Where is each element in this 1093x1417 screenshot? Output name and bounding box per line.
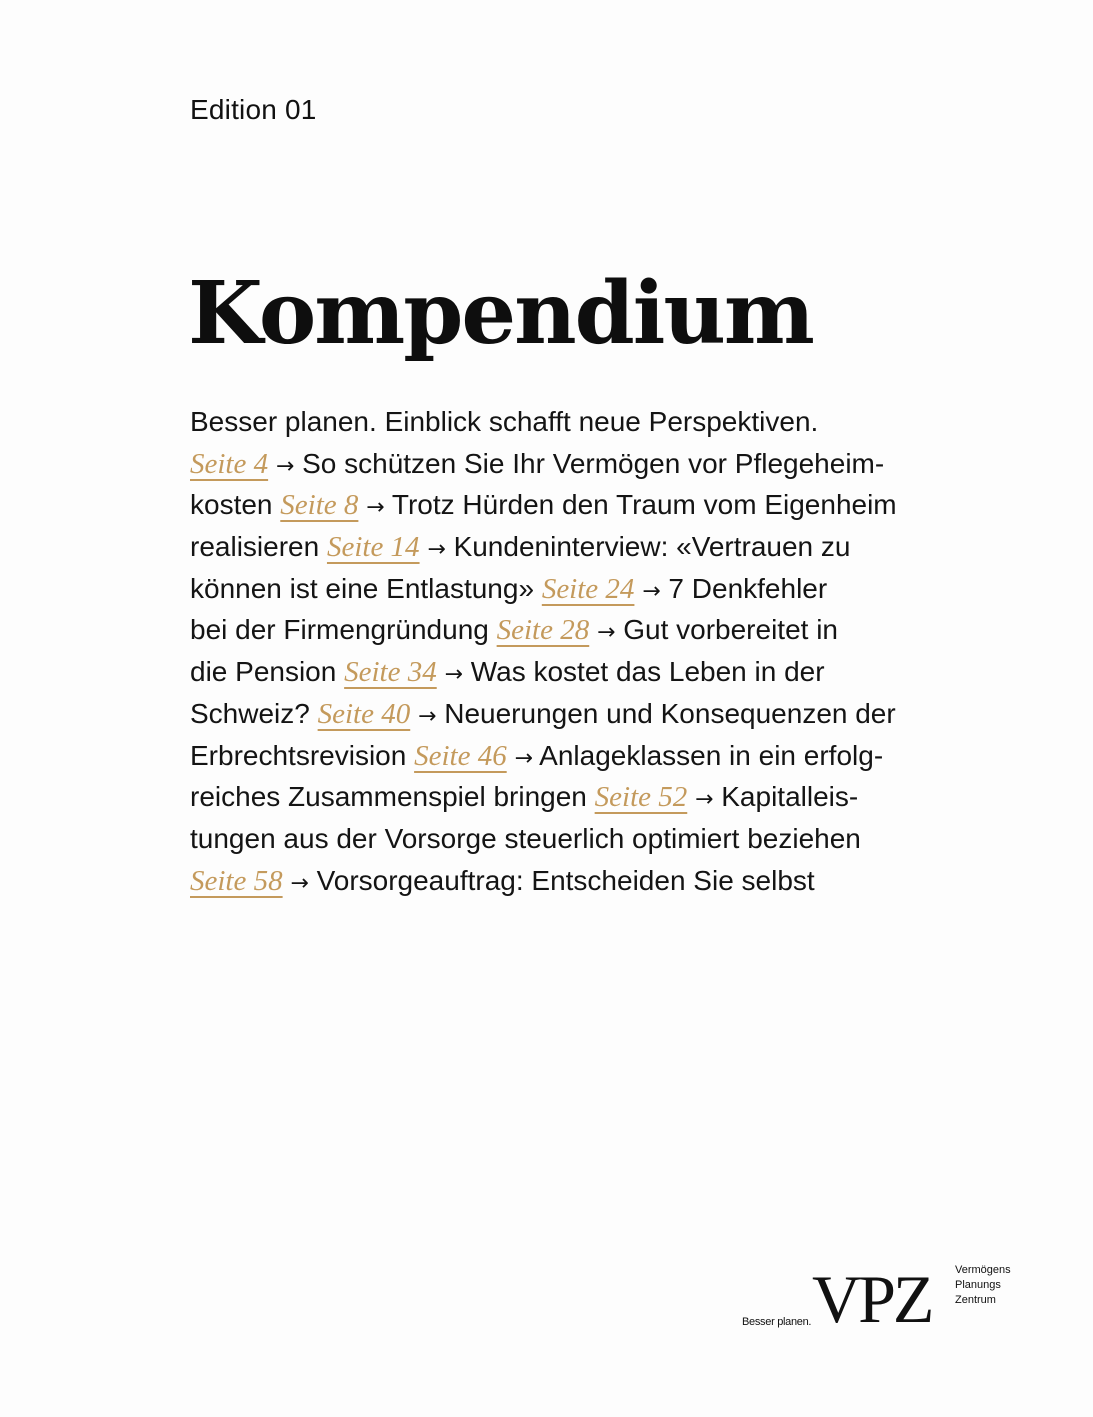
toc-line [190,609,950,651]
arrow-right-icon: → [290,870,309,896]
toc-line [190,693,950,735]
table-of-contents [190,401,950,901]
arrow-right-icon: → [444,662,463,688]
toc-line [190,568,950,610]
arrow-right-icon: → [366,495,385,521]
toc-line [190,776,950,818]
toc-entry-text: Vorsorgeauftrag: Entscheiden Sie selbst [316,864,815,896]
toc-entry-text: bei der Firmengründung [190,614,489,646]
toc-entry-text: Neuerungen und Konsequenzen der [444,697,896,729]
arrow-right-icon: → [418,703,437,729]
toc-entry-text: Kapitalleis- [721,781,859,813]
page-link-8[interactable]: Seite 8 [280,489,359,522]
toc-line [190,818,950,860]
toc-entry-text: Was kostet das Leben in der [470,656,825,688]
page-link-14[interactable]: Seite 14 [326,531,420,564]
toc-entry-text: 7 Denkfehler [668,572,828,604]
toc-line [190,651,950,693]
toc-entry-text: die Pension [190,656,337,688]
toc-entry-text: Gut vorbereitet in [623,614,839,646]
arrow-right-icon: → [514,745,533,771]
intro-text: Besser planen. Einblick schafft neue Perspektiven. [190,406,819,437]
page-link-24[interactable]: Seite 24 [541,572,635,605]
toc-entry-text: So schützen Sie Ihr Vermögen vor Pflegeheim- [302,447,885,479]
page-link-46[interactable]: Seite 46 [414,739,507,772]
toc-line [190,860,950,902]
page-link-52[interactable]: Seite 52 [594,781,688,814]
toc-entry-text: Schweiz? [190,697,310,729]
logo-subtitle [955,1263,1011,1308]
logo-mark: VPZ [812,1261,932,1337]
page-link-34[interactable]: Seite 34 [344,656,437,689]
page-link-4[interactable]: Seite 4 [190,447,269,480]
logo-sub-line: Planungs [955,1279,1001,1291]
page-title: Kompendium [188,263,813,364]
toc-entry-text: realisieren [190,531,320,563]
toc-entry-text: Kundeninterview: «Vertrauen zu [453,531,851,563]
arrow-right-icon: → [642,578,661,604]
toc-line [190,484,950,526]
arrow-right-icon: → [427,537,446,563]
vpz-logo [742,1260,1032,1340]
page-link-28[interactable]: Seite 28 [496,614,590,647]
logo-sub-line: Vermögens [955,1264,1011,1276]
logo-sub-line: Zentrum [955,1294,996,1306]
arrow-right-icon: → [695,787,714,813]
page-link-58[interactable]: Seite 58 [190,864,283,897]
toc-entry-text: kosten [190,489,273,521]
page-link-40[interactable]: Seite 40 [317,697,411,730]
toc-entry-text: reiches Zusammenspiel bringen [190,781,587,813]
toc-line [190,735,950,777]
toc-entry-text: können ist eine Entlastung» [190,572,535,604]
toc-entry-text: tungen aus der Vorsorge steuerlich optimiert beziehen [190,822,861,854]
arrow-right-icon: → [597,620,616,646]
toc-line [190,401,950,443]
logo-tagline: Besser planen. [742,1316,812,1328]
toc-entry-text: Anlageklassen in ein erfolg- [539,739,884,771]
arrow-right-icon: → [275,453,295,479]
toc-entry-text: Trotz Hürden den Traum vom Eigenheim [391,489,897,521]
toc-entry-text: Erbrechtsrevision [190,739,407,771]
toc-line [190,443,950,485]
edition-label: Edition 01 [190,94,317,125]
toc-line [190,526,950,568]
